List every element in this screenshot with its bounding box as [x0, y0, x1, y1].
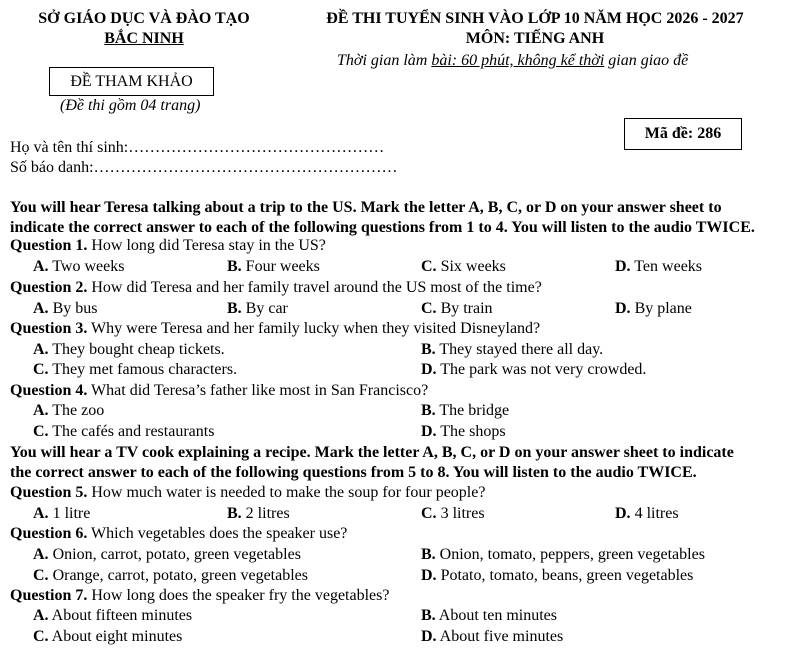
q5-option-b[interactable]: [227, 504, 290, 524]
option-letter: A.: [33, 341, 49, 358]
time-note-prefix: Thời gian làm: [337, 52, 432, 69]
option-letter: B.: [227, 258, 242, 275]
province-name: BẮC NINH: [104, 30, 184, 47]
option-text: By plane: [630, 300, 692, 317]
question-6: [10, 524, 347, 544]
q1-option-b[interactable]: [227, 257, 320, 277]
option-letter: A.: [33, 607, 49, 624]
question-text: How long does the speaker fry the vegetables?: [87, 587, 390, 604]
q6-option-a[interactable]: [33, 545, 301, 565]
section1-instruction-2: indicate the correct answer to each of the following questions from 1 to 4. You will listen to the audio TWICE.: [10, 219, 755, 236]
question-1: [10, 236, 326, 256]
q7-option-c[interactable]: [33, 627, 182, 647]
option-text: 1 litre: [48, 505, 91, 522]
option-text: About ten minutes: [435, 607, 557, 624]
option-text: They met famous characters.: [48, 361, 238, 378]
question-text: Why were Teresa and her family lucky when they visited Disneyland?: [87, 320, 541, 337]
option-text: The bridge: [435, 402, 510, 419]
time-note-suffix: gian giao đề: [604, 52, 689, 69]
option-text: About eight minutes: [48, 628, 183, 645]
option-letter: A.: [33, 300, 49, 317]
question-7: [10, 586, 389, 606]
question-label: Question 1.: [10, 237, 88, 254]
option-text: About five minutes: [436, 628, 564, 645]
question-label: Question 3.: [10, 320, 88, 337]
q7-option-d[interactable]: [421, 627, 563, 647]
option-letter: C.: [33, 628, 49, 645]
option-letter: C.: [33, 423, 49, 440]
question-label: Question 2.: [10, 279, 88, 296]
question-2: [10, 278, 542, 298]
q2-option-d[interactable]: [615, 299, 692, 319]
option-text: 3 litres: [436, 505, 485, 522]
option-text: Orange, carrot, potato, green vegetables: [48, 567, 308, 584]
question-text: What did Teresa’s father like most in San Francisco?: [87, 382, 429, 399]
section2-instruction-2: the correct answer to each of the following questions from 5 to 8. You will listen to the audio TWICE.: [10, 464, 697, 481]
subject-title: MÔN: TIẾNG ANH: [465, 30, 605, 47]
time-note-underlined: bài: 60 phút, không kể thời: [431, 52, 605, 69]
option-text: By bus: [48, 300, 98, 317]
time-note: [337, 52, 688, 70]
q1-option-d[interactable]: [615, 257, 702, 277]
question-label: Question 6.: [10, 525, 88, 542]
question-label: Question 7.: [10, 587, 88, 604]
q1-option-a[interactable]: [33, 257, 124, 277]
option-text: 4 litres: [630, 505, 679, 522]
option-text: The zoo: [48, 402, 105, 419]
q2-option-a[interactable]: [33, 299, 97, 319]
q7-option-a[interactable]: [33, 606, 192, 626]
candidate-id-field: Số báo danh:…………………………………………………: [10, 159, 398, 176]
question-text: Which vegetables does the speaker use?: [87, 525, 348, 542]
option-letter: B.: [421, 341, 436, 358]
question-text: How much water is needed to make the soup for four people?: [87, 484, 486, 501]
option-text: The cafés and restaurants: [48, 423, 215, 440]
question-5: [10, 483, 485, 503]
q4-option-c[interactable]: [33, 422, 214, 442]
section2-instruction-1: You will hear a TV cook explaining a recipe. Mark the letter A, B, C, or D on your answer sheet to indicate: [10, 444, 734, 461]
option-letter: A.: [33, 402, 49, 419]
option-letter: B.: [227, 505, 242, 522]
option-text: About fifteen minutes: [48, 607, 193, 624]
option-text: The park was not very crowded.: [436, 361, 647, 378]
q3-option-d[interactable]: [421, 360, 646, 380]
q1-option-c[interactable]: [421, 257, 506, 277]
candidate-name-field: Họ và tên thí sinh:…………………………………………: [10, 139, 385, 156]
q6-option-c[interactable]: [33, 566, 308, 586]
question-label: Question 4.: [10, 382, 88, 399]
option-text: By train: [436, 300, 493, 317]
section1-instruction-1: You will hear Teresa talking about a trip to the US. Mark the letter A, B, C, or D on your answer sheet to: [10, 199, 722, 216]
option-text: Onion, carrot, potato, green vegetables: [48, 546, 301, 563]
option-text: Onion, tomato, peppers, green vegetables: [435, 546, 705, 563]
q5-option-a[interactable]: [33, 504, 90, 524]
option-letter: B.: [227, 300, 242, 317]
question-label: Question 5.: [10, 484, 88, 501]
option-letter: C.: [33, 361, 49, 378]
q2-option-b[interactable]: [227, 299, 288, 319]
option-letter: D.: [615, 505, 631, 522]
option-letter: B.: [421, 607, 436, 624]
question-text: How long did Teresa stay in the US?: [87, 237, 326, 254]
option-letter: D.: [615, 300, 631, 317]
q3-option-a[interactable]: [33, 340, 225, 360]
q4-option-a[interactable]: [33, 401, 104, 421]
q6-option-d[interactable]: [421, 566, 693, 586]
option-letter: A.: [33, 546, 49, 563]
exam-title: ĐỀ THI TUYỂN SINH VÀO LỚP 10 NĂM HỌC 2026 - 2027: [326, 10, 744, 27]
option-letter: A.: [33, 505, 49, 522]
option-letter: C.: [421, 300, 437, 317]
option-text: The shops: [436, 423, 506, 440]
question-3: [10, 319, 540, 339]
q5-option-d[interactable]: [615, 504, 679, 524]
option-text: They stayed there all day.: [435, 341, 604, 358]
option-text: Two weeks: [48, 258, 125, 275]
sample-exam-box: [49, 67, 214, 96]
option-letter: A.: [33, 258, 49, 275]
q7-option-b[interactable]: [421, 606, 557, 626]
exam-code-box: [624, 118, 742, 150]
option-letter: C.: [33, 567, 49, 584]
option-text: By car: [241, 300, 288, 317]
option-text: Four weeks: [241, 258, 320, 275]
q2-option-c[interactable]: [421, 299, 493, 319]
option-letter: C.: [421, 258, 437, 275]
q4-option-d[interactable]: [421, 422, 506, 442]
department-name: SỞ GIÁO DỤC VÀ ĐÀO TẠO: [38, 10, 250, 27]
q5-option-c[interactable]: [421, 504, 485, 524]
pages-note: (Đề thi gồm 04 trang): [60, 97, 201, 114]
option-text: Potato, tomato, beans, green vegetables: [436, 567, 694, 584]
question-4: [10, 381, 428, 401]
q3-option-b[interactable]: [421, 340, 603, 360]
option-letter: D.: [421, 361, 437, 378]
option-letter: B.: [421, 402, 436, 419]
option-letter: D.: [421, 567, 437, 584]
option-letter: D.: [421, 628, 437, 645]
q3-option-c[interactable]: [33, 360, 237, 380]
option-letter: D.: [615, 258, 631, 275]
sample-exam-label: ĐỀ THAM KHẢO: [70, 72, 193, 90]
option-text: They bought cheap tickets.: [48, 341, 225, 358]
question-text: How did Teresa and her family travel around the US most of the time?: [87, 279, 542, 296]
q4-option-b[interactable]: [421, 401, 509, 421]
option-text: Six weeks: [436, 258, 506, 275]
option-letter: B.: [421, 546, 436, 563]
exam-code: Mã đề: 286: [644, 125, 722, 142]
option-letter: C.: [421, 505, 437, 522]
option-text: Ten weeks: [630, 258, 703, 275]
option-text: 2 litres: [241, 505, 290, 522]
q6-option-b[interactable]: [421, 545, 705, 565]
option-letter: D.: [421, 423, 437, 440]
